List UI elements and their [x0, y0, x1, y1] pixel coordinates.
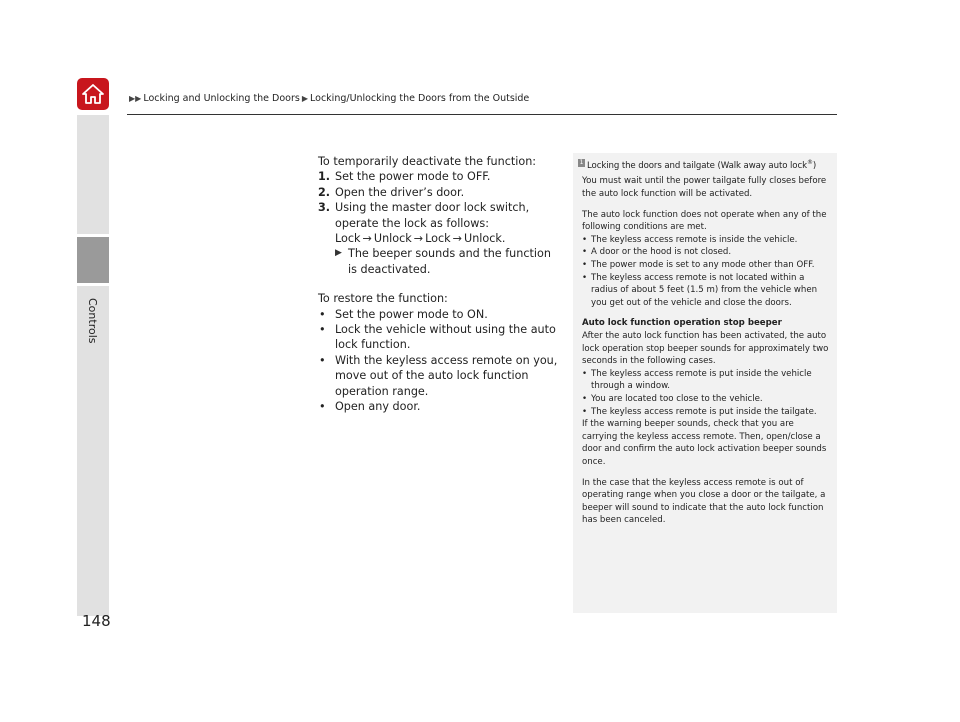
bullet-icon: • — [582, 272, 588, 283]
home-button[interactable] — [77, 78, 109, 110]
side-tab-active[interactable] — [77, 237, 109, 283]
breadcrumb — [127, 93, 529, 104]
side-tab-upper — [77, 115, 109, 234]
main-content — [318, 154, 563, 415]
bullet-icon: • — [319, 400, 326, 414]
page-number: 148 — [82, 612, 111, 630]
step-number: 1. — [318, 170, 331, 184]
condition-bullet — [582, 272, 829, 310]
bullet-text: Set the power mode to ON. — [335, 307, 488, 321]
sidebar-note — [573, 153, 837, 613]
condition-bullet — [582, 234, 829, 247]
reference-icon: 1 — [579, 159, 584, 166]
breadcrumb-item-2[interactable]: Locking/Unlocking the Doors from the Outside — [310, 93, 530, 104]
bullet-icon: • — [582, 406, 588, 417]
case-bullet — [582, 368, 829, 393]
step-text: Using the master door lock switch, operate the lock as follows: — [335, 201, 530, 230]
bullet-text: The keyless access remote is inside the vehicle. — [591, 234, 798, 245]
header-divider — [127, 114, 837, 115]
sidebar-paragraph: The auto lock function does not operate when any of the following conditions are met. — [582, 209, 827, 233]
bullet-icon: • — [582, 234, 588, 245]
sidebar-paragraph: In the case that the keyless access remote is out of operating range when you close a door or the tailgate, a beeper will sound to indicate that the auto lock function has been canceled. — [582, 477, 826, 526]
sidebar-paragraph: If the warning beeper sounds, check that you are carrying the keyless access remote. Then, open/close a door and confirm the auto lock activation beeper sounds once. — [582, 419, 827, 467]
bullet-text: Lock the vehicle without using the auto lock function. — [335, 323, 556, 352]
bullet-text: The keyless access remote is put inside the tailgate. — [591, 406, 817, 417]
bullet-icon: • — [319, 307, 326, 321]
step-number: 2. — [318, 185, 331, 199]
restore-bullet — [318, 307, 563, 322]
step-2 — [318, 185, 563, 200]
bullet-text: The power mode is set to any mode other than OFF. — [591, 260, 815, 271]
condition-bullet — [582, 246, 829, 259]
result-triangle-icon: ▶ — [335, 248, 342, 259]
bullet-icon: • — [582, 368, 588, 379]
bullet-text: You are located too close to the vehicle. — [591, 393, 763, 404]
lock-step: Unlock. — [464, 232, 506, 246]
breadcrumb-item-1[interactable]: Locking and Unlocking the Doors — [143, 93, 300, 104]
registered-mark: ® — [806, 159, 813, 166]
deactivate-intro: To temporarily deactivate the function: — [318, 155, 537, 168]
heading-suffix: ) — [812, 160, 817, 171]
lock-sequence — [318, 231, 563, 246]
sidebar-paragraph: After the auto lock function has been activated, the auto lock operation stop beeper sounds for approximately two seconds in the following cases. — [582, 330, 829, 367]
bullet-text: With the keyless access remote on you, move out of the auto lock function operation range. — [335, 353, 558, 398]
bullet-icon: • — [582, 247, 588, 258]
arrow-right-icon: → — [413, 232, 424, 246]
bullet-icon: • — [319, 323, 326, 337]
step-text: Open the driver’s door. — [335, 185, 465, 199]
restore-bullet — [318, 399, 563, 414]
section-label: Controls — [86, 298, 99, 344]
lock-step: Lock — [425, 232, 451, 246]
bullet-text: Open any door. — [335, 400, 421, 414]
heading-text: Locking the doors and tailgate (Walk away auto lock — [587, 160, 807, 171]
case-bullet — [582, 406, 829, 419]
bullet-icon: • — [582, 260, 588, 271]
case-bullet — [582, 393, 829, 406]
bullet-text: A door or the hood is not closed. — [591, 247, 732, 258]
arrow-right-icon: → — [362, 232, 372, 246]
arrow-right-icon: → — [452, 232, 463, 246]
bullet-icon: • — [582, 393, 588, 404]
sidebar-subheading: Auto lock function operation stop beeper — [582, 318, 782, 329]
bullet-text: The keyless access remote is not located within a radius of about 5 feet (1.5 m) from the vehicle when you get out of the vehicle and close the doors. — [591, 272, 818, 308]
step-number: 3. — [318, 201, 331, 215]
lock-step: Unlock — [373, 232, 412, 246]
bullet-text: The keyless access remote is put inside the vehicle through a window. — [591, 368, 812, 392]
bullet-icon: • — [319, 353, 326, 367]
step-3 — [318, 200, 563, 231]
restore-intro: To restore the function: — [318, 292, 448, 306]
sidebar-paragraph: You must wait until the power tailgate fully closes before the auto lock function will be activated. — [582, 176, 827, 200]
restore-bullet — [318, 353, 563, 399]
step-1 — [318, 169, 563, 184]
condition-bullet — [582, 259, 829, 272]
breadcrumb-arrow-icon: ▶ — [301, 94, 309, 103]
breadcrumb-arrow-icon: ▶▶ — [129, 94, 142, 103]
restore-bullet — [318, 322, 563, 353]
result-text: The beeper sounds and the function is deactivated. — [348, 247, 551, 276]
step-text: Set the power mode to OFF. — [335, 170, 491, 184]
lock-step: Lock — [335, 232, 361, 246]
step-result — [318, 246, 563, 277]
home-icon — [81, 83, 105, 105]
sidebar-heading — [578, 157, 829, 172]
